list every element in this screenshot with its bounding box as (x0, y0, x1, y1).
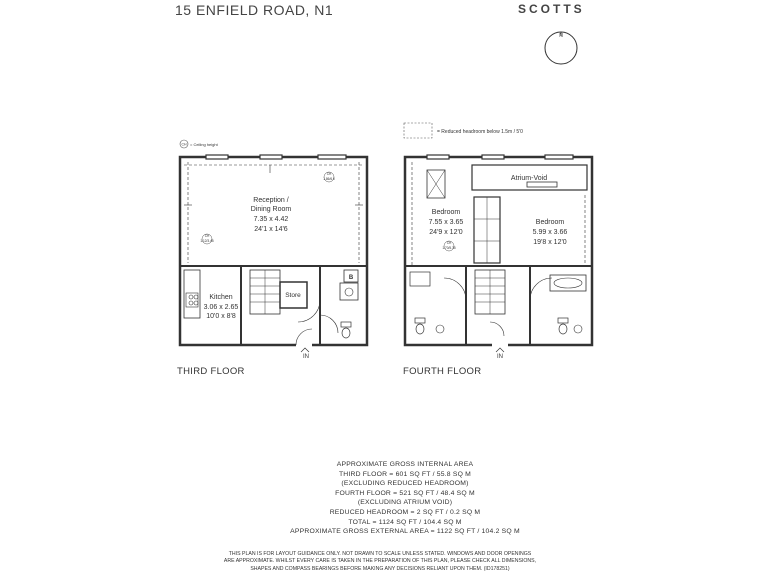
kitchen-imperial: 10'0 x 8'8 (206, 313, 236, 320)
area-line: APPROXIMATE GROSS INTERNAL AREA (336, 461, 474, 468)
store-label: Store (285, 292, 301, 299)
svg-text:CH: CH (446, 241, 452, 245)
kitchen-metric: 3.06 x 2.65 (203, 304, 239, 311)
ceiling-height-legend (180, 140, 219, 148)
windows (206, 155, 346, 159)
bedroom2-imperial: 19'8 x 12'0 (533, 239, 567, 246)
ceiling-height-marker-fourth (442, 241, 456, 251)
ceiling-height-marker-lower (200, 234, 214, 244)
bedroom1-imperial: 24'9 x 12'0 (429, 229, 463, 236)
atrium-label: Atrium-Void (510, 175, 548, 182)
area-line: (EXCLUDING ATRIUM VOID) (357, 499, 453, 507)
reception-name-line2: Dining Room (250, 206, 292, 213)
entrance-label-fourth: IN (497, 354, 503, 360)
area-line: (EXCLUDING REDUCED HEADROOM) (341, 480, 469, 488)
reception-metric: 7.35 x 4.42 (253, 216, 289, 223)
area-line: REDUCED HEADROOM = 2 SQ FT / 0.2 SQ M (329, 508, 481, 516)
kitchen-name: Kitchen (209, 294, 233, 301)
fourth-floor-labels (429, 175, 568, 360)
third-floor-plan (180, 155, 367, 352)
fourth-floor-label: FOURTH FLOOR (403, 366, 482, 377)
bedroom1-metric: 7.55 x 3.65 (428, 219, 464, 226)
svg-text:1.86/6.0: 1.86/6.0 (323, 177, 335, 181)
svg-text:CH: CH (326, 172, 332, 176)
compass-icon (545, 32, 577, 64)
property-address: 15 ENFIELD ROAD, N1 (175, 2, 334, 18)
agency-logo: SCOTTS (518, 2, 585, 16)
disclaimer-line: THIS PLAN IS FOR LAYOUT GUIDANCE ONLY. NOT DRAWN TO SCALE UNLESS STATED. WINDOWS AND DOOR OPENINGS (228, 551, 532, 557)
area-line: APPROXIMATE GROSS EXTERNAL AREA = 1122 SQ FT / 104.2 SQ M (290, 528, 520, 536)
bedroom1-name: Bedroom (431, 209, 461, 216)
svg-text:= Ceiling height: = Ceiling height (190, 142, 218, 147)
boiler-label: B (348, 275, 354, 281)
compass-north-label: N (559, 33, 563, 39)
svg-text:= Reduced headroom below 1.5m: = Reduced headroom below 1.5m / 5'0 (437, 129, 523, 135)
area-line: THIRD FLOOR = 601 SQ FT / 55.8 SQ M (338, 470, 472, 478)
third-floor-label: THIRD FLOOR (177, 366, 245, 377)
ceiling-height-marker-upper (323, 172, 335, 182)
svg-text:CH: CH (204, 234, 210, 238)
svg-text:CH: CH (181, 142, 187, 147)
entrance-label-third: IN (303, 354, 309, 360)
bedroom2-name: Bedroom (535, 219, 565, 226)
area-summary (220, 460, 590, 537)
svg-text:1.70/5.35: 1.70/5.35 (442, 246, 456, 250)
disclaimer-line: SHAPES AND COMPASS BEARINGS BEFORE MAKING ANY DECISIONS RELIANT UPON THEM. (ID178251) (250, 565, 510, 572)
area-line: FOURTH FLOOR = 521 SQ FT / 48.4 SQ M (335, 489, 475, 497)
disclaimer (170, 551, 590, 573)
reduced-headroom-legend (404, 123, 523, 138)
area-line: TOTAL = 1124 SQ FT / 104.4 SQ M (348, 518, 462, 526)
reception-imperial: 24'1 x 14'6 (254, 226, 288, 233)
svg-text:1.12/3.45: 1.12/3.45 (200, 239, 214, 243)
bedroom2-metric: 5.99 x 3.66 (532, 229, 568, 236)
fourth-floor-plan (405, 155, 592, 352)
reception-name-line1: Reception / (253, 197, 289, 204)
disclaimer-line: ARE APPROXIMATE. WHILST EVERY CARE IS TAKEN IN THE PREPARATION OF THIS PLAN, PLEASE CHECK ALL DIMENSIONS, (223, 558, 537, 565)
